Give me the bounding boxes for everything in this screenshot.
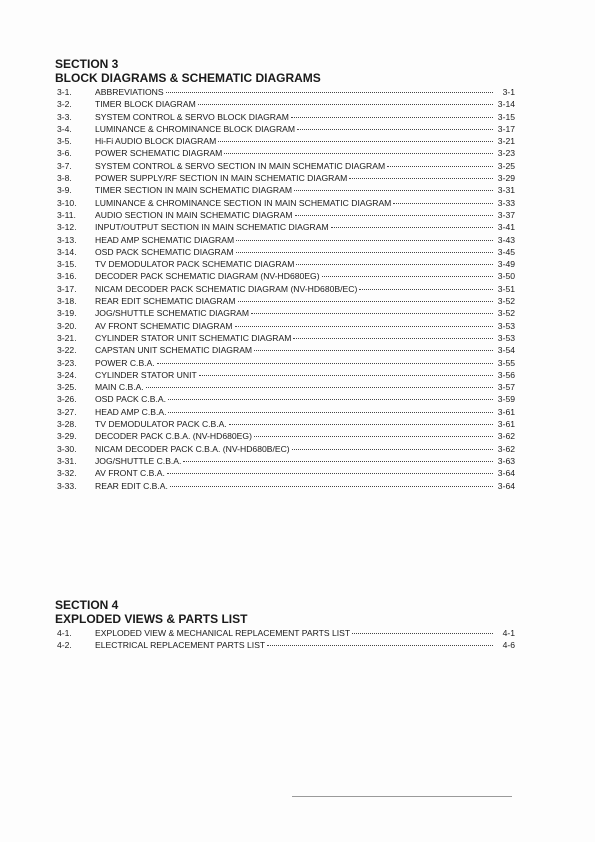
- entry-page: 3-50: [497, 271, 515, 282]
- toc-entry[interactable]: [55, 332, 515, 344]
- dot-leader: [359, 289, 493, 290]
- dot-leader: [236, 240, 493, 241]
- entry-title: NICAM DECODER PACK SCHEMATIC DIAGRAM (NV-HD680B/EC): [95, 283, 358, 294]
- entry-number: 3-10.: [57, 197, 77, 208]
- entry-title: REAR EDIT SCHEMATIC DIAGRAM: [95, 296, 236, 307]
- entry-title: MAIN C.B.A.: [95, 382, 144, 393]
- dot-leader: [166, 92, 493, 93]
- entry-title: TIMER BLOCK DIAGRAM: [95, 99, 196, 110]
- entry-title: JOG/SHUTTLE SCHEMATIC DIAGRAM: [95, 308, 250, 319]
- entry-title: CYLINDER STATOR UNIT SCHEMATIC DIAGRAM: [95, 332, 292, 343]
- entry-page: 3-52: [497, 296, 515, 307]
- section-3: [55, 57, 515, 492]
- dot-leader: [393, 203, 493, 204]
- toc-entry[interactable]: [55, 430, 515, 442]
- entry-title: DECODER PACK C.B.A. (NV-HD680EG): [95, 431, 252, 442]
- dot-leader: [218, 141, 493, 142]
- section-number: SECTION 3: [55, 57, 119, 71]
- dot-leader: [157, 363, 493, 364]
- entry-number: 3-21.: [57, 332, 77, 343]
- entry-title: EXPLODED VIEW & MECHANICAL REPLACEMENT PARTS LIST: [95, 628, 351, 638]
- entry-number: 3-6.: [57, 148, 72, 159]
- entry-title: TV DEMODULATOR PACK SCHEMATIC DIAGRAM: [95, 259, 295, 270]
- entry-number: 3-19.: [57, 308, 77, 319]
- toc-entry[interactable]: [55, 418, 515, 430]
- entry-number: 3-32.: [57, 468, 77, 479]
- dot-leader: [183, 461, 493, 462]
- dot-leader: [322, 276, 493, 277]
- toc-entry[interactable]: [55, 283, 515, 295]
- dot-leader: [352, 633, 493, 634]
- entry-title: INPUT/OUTPUT SECTION IN MAIN SCHEMATIC DIAGRAM: [95, 222, 329, 233]
- toc-entry[interactable]: [55, 455, 515, 467]
- dot-leader: [229, 424, 493, 425]
- entry-title: ELECTRICAL REPLACEMENT PARTS LIST: [95, 640, 266, 651]
- entry-page: 3-53: [497, 320, 515, 331]
- toc-entry[interactable]: [55, 98, 515, 110]
- section-4: [55, 598, 515, 652]
- entry-title: REAR EDIT C.B.A.: [95, 480, 168, 491]
- dot-leader: [235, 326, 493, 327]
- toc-entry[interactable]: [55, 123, 515, 135]
- toc-entry[interactable]: [55, 258, 515, 270]
- toc-entry[interactable]: [55, 209, 515, 221]
- section-title: BLOCK DIAGRAMS & SCHEMATIC DIAGRAMS: [55, 71, 321, 85]
- entry-page: 3-33: [497, 197, 515, 208]
- toc-entry[interactable]: [55, 172, 515, 184]
- dot-leader: [254, 436, 493, 437]
- toc-entry[interactable]: [55, 393, 515, 405]
- toc-entry[interactable]: [55, 369, 515, 381]
- entry-page: 3-14: [497, 99, 515, 110]
- toc-entry[interactable]: [55, 443, 515, 455]
- dot-leader: [198, 104, 493, 105]
- entry-number: 3-4.: [57, 123, 72, 134]
- footer-divider: [292, 796, 512, 797]
- entry-number: 3-26.: [57, 394, 77, 405]
- entry-title: HEAD AMP SCHEMATIC DIAGRAM: [95, 234, 235, 245]
- entry-number: 3-15.: [57, 259, 77, 270]
- entry-page: 3-57: [497, 382, 515, 393]
- entry-page: 3-56: [497, 369, 515, 380]
- entry-title: LUMINANCE & CHROMINANCE BLOCK DIAGRAM: [95, 123, 296, 134]
- toc-entry[interactable]: [55, 627, 515, 639]
- entry-page: 3-43: [497, 234, 515, 245]
- dot-leader: [293, 338, 493, 339]
- entry-number: 3-12.: [57, 222, 77, 233]
- entry-page: 3-31: [497, 185, 515, 196]
- entry-page: 3-62: [497, 443, 515, 454]
- entry-title: ABBREVIATIONS: [95, 87, 164, 97]
- entry-number: 3-3.: [57, 111, 72, 122]
- entry-page: 3-52: [497, 308, 515, 319]
- entry-page: 3-41: [497, 222, 515, 233]
- toc-entry[interactable]: [55, 381, 515, 393]
- entry-page: 3-23: [497, 148, 515, 159]
- dot-leader: [387, 166, 493, 167]
- entry-title: TV DEMODULATOR PACK C.B.A.: [95, 419, 227, 430]
- toc-list: [55, 86, 515, 492]
- entry-page: 3-54: [497, 345, 515, 356]
- entry-number: 3-28.: [57, 419, 77, 430]
- entry-page: 3-15: [497, 111, 515, 122]
- entry-title: AUDIO SECTION IN MAIN SCHEMATIC DIAGRAM: [95, 209, 293, 220]
- dot-leader: [297, 129, 493, 130]
- entry-page: 3-53: [497, 332, 515, 343]
- entry-title: HEAD AMP C.B.A.: [95, 406, 167, 417]
- toc-entry[interactable]: [55, 344, 515, 356]
- entry-page: 4-1: [502, 628, 515, 638]
- entry-title: POWER C.B.A.: [95, 357, 155, 368]
- toc-entry[interactable]: [55, 147, 515, 159]
- entry-number: 3-5.: [57, 136, 72, 147]
- dot-leader: [251, 313, 493, 314]
- entry-title: OSD PACK C.B.A.: [95, 394, 166, 405]
- entry-page: 3-62: [497, 431, 515, 442]
- entry-number: 3-27.: [57, 406, 77, 417]
- toc-entry[interactable]: [55, 160, 515, 172]
- dot-leader: [167, 473, 493, 474]
- toc-entry[interactable]: [55, 197, 515, 209]
- entry-page: 3-17: [497, 123, 515, 134]
- entry-page: 4-6: [502, 640, 515, 651]
- toc-entry[interactable]: [55, 184, 515, 196]
- entry-number: 3-11.: [57, 209, 76, 220]
- entry-page: 3-29: [497, 173, 515, 184]
- entry-title: LUMINANCE & CHROMINANCE SECTION IN MAIN SCHEMATIC DIAGRAM: [95, 197, 392, 208]
- entry-page: 3-37: [497, 209, 515, 220]
- entry-title: POWER SCHEMATIC DIAGRAM: [95, 148, 223, 159]
- toc-entry[interactable]: [55, 320, 515, 332]
- dot-leader: [224, 153, 493, 154]
- dot-leader: [267, 645, 493, 646]
- dot-leader: [199, 375, 493, 376]
- entry-number: 3-25.: [57, 382, 77, 393]
- entry-page: 3-59: [497, 394, 515, 405]
- dot-leader: [291, 117, 493, 118]
- entry-page: 3-61: [497, 406, 515, 417]
- entry-title: CAPSTAN UNIT SCHEMATIC DIAGRAM: [95, 345, 253, 356]
- entry-title: POWER SUPPLY/RF SECTION IN MAIN SCHEMATIC DIAGRAM: [95, 173, 348, 184]
- entry-number: 3-33.: [57, 480, 77, 491]
- dot-leader: [238, 301, 493, 302]
- entry-number: 4-2.: [57, 640, 72, 651]
- entry-title: JOG/SHUTTLE C.B.A.: [95, 455, 182, 466]
- dot-leader: [170, 486, 493, 487]
- entry-title: OSD PACK SCHEMATIC DIAGRAM: [95, 246, 234, 257]
- toc-entry[interactable]: [55, 221, 515, 233]
- entry-number: 3-1.: [57, 87, 72, 97]
- entry-page: 3-25: [497, 160, 515, 171]
- toc-list: [55, 627, 515, 652]
- entry-number: 3-29.: [57, 431, 77, 442]
- entry-page: 3-49: [497, 259, 515, 270]
- entry-number: 3-24.: [57, 369, 77, 380]
- entry-title: SYSTEM CONTROL & SERVO SECTION IN MAIN SCHEMATIC DIAGRAM: [95, 160, 386, 171]
- entry-number: 3-7.: [57, 160, 72, 171]
- entry-number: 3-31.: [57, 455, 77, 466]
- entry-number: 3-9.: [57, 185, 72, 196]
- entry-page: 3-61: [497, 419, 515, 430]
- toc-entry[interactable]: [55, 234, 515, 246]
- dot-leader: [168, 412, 493, 413]
- toc-entry[interactable]: [55, 480, 515, 492]
- entry-title: NICAM DECODER PACK C.B.A. (NV-HD680B/EC): [95, 443, 290, 454]
- entry-number: 3-22.: [57, 345, 77, 356]
- entry-number: 3-14.: [57, 246, 77, 257]
- entry-page: 3-64: [497, 468, 515, 479]
- entry-title: SYSTEM CONTROL & SERVO BLOCK DIAGRAM: [95, 111, 289, 122]
- entry-page: 3-21: [497, 136, 515, 147]
- toc-entry[interactable]: [55, 406, 515, 418]
- dot-leader: [294, 190, 493, 191]
- entry-number: 4-1.: [57, 628, 72, 638]
- entry-page: 3-45: [497, 246, 515, 257]
- dot-leader: [236, 252, 493, 253]
- toc-entry[interactable]: [55, 246, 515, 258]
- entry-title: AV FRONT C.B.A.: [95, 468, 165, 479]
- toc-entry[interactable]: [55, 467, 515, 479]
- entry-number: 3-17.: [57, 283, 77, 294]
- entry-page: 3-1: [502, 87, 515, 97]
- dot-leader: [331, 227, 493, 228]
- toc-entry[interactable]: [55, 111, 515, 123]
- toc-entry[interactable]: [55, 639, 515, 651]
- entry-number: 3-20.: [57, 320, 77, 331]
- dot-leader: [254, 350, 493, 351]
- entry-page: 3-55: [497, 357, 515, 368]
- toc-entry[interactable]: [55, 135, 515, 147]
- entry-title: CYLINDER STATOR UNIT: [95, 369, 197, 380]
- entry-title: TIMER SECTION IN MAIN SCHEMATIC DIAGRAM: [95, 185, 293, 196]
- dot-leader: [349, 178, 493, 179]
- entry-number: 3-23.: [57, 357, 77, 368]
- dot-leader: [292, 449, 493, 450]
- entry-number: 3-2.: [57, 99, 72, 110]
- toc-entry[interactable]: [55, 270, 515, 282]
- dot-leader: [146, 387, 493, 388]
- entry-page: 3-64: [497, 480, 515, 491]
- toc-entry[interactable]: [55, 295, 515, 307]
- toc-entry[interactable]: [55, 307, 515, 319]
- toc-entry[interactable]: [55, 357, 515, 369]
- entry-number: 3-18.: [57, 296, 77, 307]
- entry-number: 3-13.: [57, 234, 77, 245]
- dot-leader: [168, 399, 493, 400]
- entry-title: DECODER PACK SCHEMATIC DIAGRAM (NV-HD680EG): [95, 271, 320, 282]
- toc-entry[interactable]: [55, 86, 515, 98]
- section-title: EXPLODED VIEWS & PARTS LIST: [55, 612, 248, 626]
- entry-page: 3-51: [497, 283, 515, 294]
- entry-number: 3-8.: [57, 173, 72, 184]
- dot-leader: [295, 215, 493, 216]
- entry-title: AV FRONT SCHEMATIC DIAGRAM: [95, 320, 233, 331]
- entry-title: Hi-Fi AUDIO BLOCK DIAGRAM: [95, 136, 217, 147]
- entry-number: 3-16.: [57, 271, 77, 282]
- dot-leader: [296, 264, 493, 265]
- section-number: SECTION 4: [55, 598, 119, 612]
- entry-number: 3-30.: [57, 443, 77, 454]
- entry-page: 3-63: [497, 455, 515, 466]
